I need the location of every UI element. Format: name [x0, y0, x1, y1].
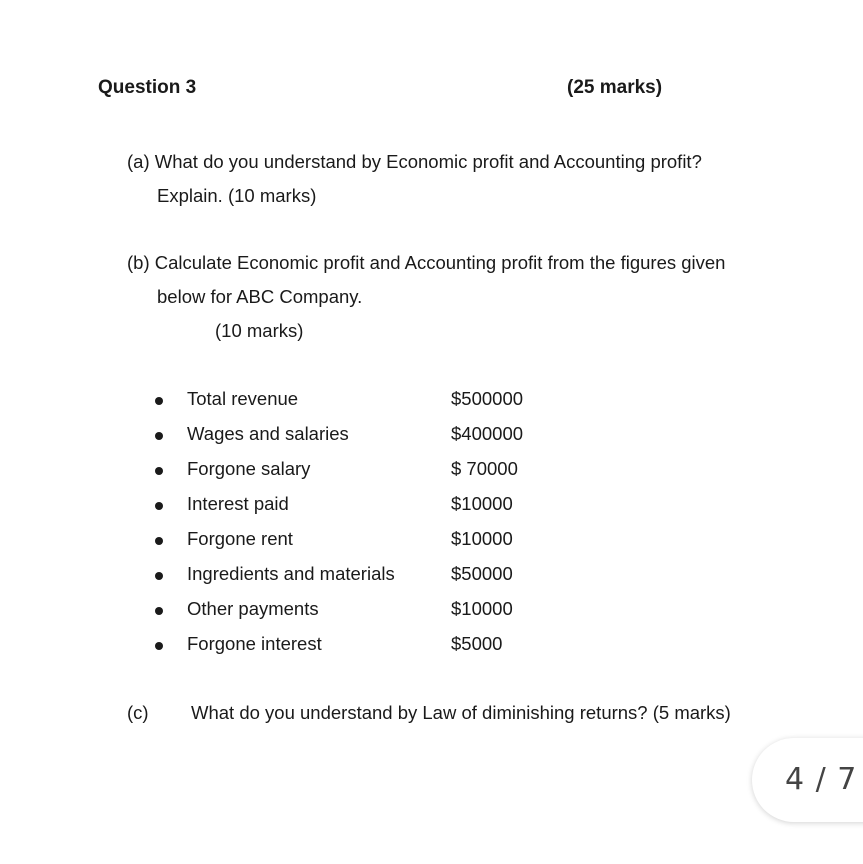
question-title: Question 3 — [98, 77, 197, 98]
bullet-icon — [155, 642, 163, 650]
part-b-line1: (b) Calculate Economic profit and Accounting profit from the figures given — [127, 252, 726, 273]
item-value: $500000 — [451, 388, 524, 409]
bullet-icon — [155, 502, 163, 510]
part-a-line2: Explain. (10 marks) — [157, 185, 317, 206]
item-value: $10000 — [451, 528, 513, 549]
bullet-icon — [155, 397, 163, 405]
part-b-line2: below for ABC Company. — [157, 286, 363, 307]
item-label: Ingredients and materials — [187, 563, 395, 584]
page-indicator-text: 4 / 7 — [785, 762, 858, 797]
list-item — [155, 528, 575, 558]
bullet-icon — [155, 537, 163, 545]
list-item — [155, 598, 575, 628]
list-item — [155, 388, 575, 418]
part-c-text: What do you understand by Law of diminishing returns? (5 marks) — [191, 702, 731, 723]
item-label: Interest paid — [187, 493, 289, 514]
bullet-icon — [155, 607, 163, 615]
item-value: $50000 — [451, 563, 513, 584]
question-marks: (25 marks) — [567, 77, 663, 98]
bullet-icon — [155, 467, 163, 475]
list-item — [155, 563, 575, 593]
part-c-label: (c) — [127, 702, 149, 723]
part-b-marks: (10 marks) — [215, 320, 304, 341]
item-label: Wages and salaries — [187, 423, 349, 444]
item-value: $400000 — [451, 423, 524, 444]
item-value: $10000 — [451, 493, 513, 514]
item-value: $ 70000 — [451, 458, 518, 479]
bullet-icon — [155, 432, 163, 440]
bullet-icon — [155, 572, 163, 580]
item-label: Forgone interest — [187, 633, 322, 654]
list-item — [155, 458, 575, 488]
list-item — [155, 633, 575, 663]
item-label: Other payments — [187, 598, 319, 619]
list-item — [155, 423, 575, 453]
item-value: $5000 — [451, 633, 503, 654]
list-item — [155, 493, 575, 523]
item-value: $10000 — [451, 598, 513, 619]
item-label: Total revenue — [187, 388, 299, 409]
part-a-line1: (a) What do you understand by Economic profit and Accounting profit? — [127, 151, 702, 172]
item-label: Forgone rent — [187, 528, 293, 549]
item-label: Forgone salary — [187, 458, 311, 479]
